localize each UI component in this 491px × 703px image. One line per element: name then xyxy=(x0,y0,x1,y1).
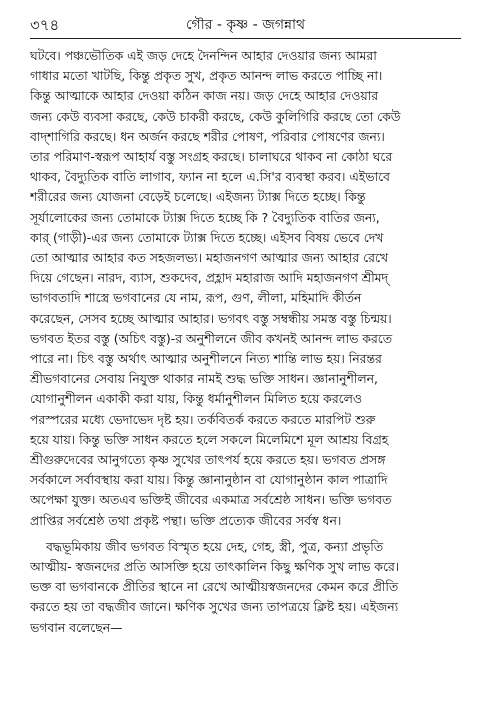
text-line: শ্রীগুরুদেবের আনুগত্যে কৃষ্ণ সুখের তাৎপর্য হয়ে করতে হয়। ভগবত প্রসঙ্গ xyxy=(30,452,386,468)
text-line: শরীরের জন্য যোজনা বেড়েই চলেছে। এইজন্য ট্যাক্স দিতে হচ্ছে। কিন্তু xyxy=(30,189,366,205)
paragraph-1 xyxy=(30,46,464,531)
text-line: দিয়ে গেছেন। নারদ, ব্যাস, শুকদেব, প্রহ্লাদ মহারাজ আদি মহাজনগণ শ্রীমদ্ xyxy=(30,270,389,286)
text-line: তো আত্মার আহার কত সহজলভ্য। মহাজনগণ আত্মার জন্য আহার রেখে xyxy=(30,250,389,266)
text-line: হয়ে যায়। কিন্তু ভক্তি সাধন করতে হলে সকলে মিলেমিশে মূল আশ্রয় বিগ্রহ xyxy=(30,431,389,447)
text-line: পারে না। চিৎ বস্তু অর্থাৎ আত্মার অনুশীলনে নিত্য শান্তি লাভ হয়। নিরন্তর xyxy=(30,351,382,367)
header-rule xyxy=(30,38,461,39)
text-line: বদ্ধভূমিকায় জীব ভগবত বিস্মৃত হয়ে দেহ, গেহ, স্ত্রী, পুত্র, কন্যা প্রভৃতি xyxy=(46,538,384,554)
page-number: ৩৭৪ xyxy=(30,16,60,34)
text-line: ভগবত ইতর বস্তু (অচিৎ বস্তু)-র অনুশীলনে জীব কখনই আনন্দ লাভ করতে xyxy=(30,330,393,346)
text-line: শ্রীভগবানের সেবায় নিযুক্ত থাকার নামই শুদ্ধ ভক্তি সাধন। জ্ঞানানুশীলন, xyxy=(30,371,378,387)
text-line: তার পরিমাণ-স্বরূপ আহার্য বস্তু সংগ্রহ করছে। চালাঘরে থাকব না কোঠা ঘরে xyxy=(30,149,393,165)
text-line: বাদ্শাগিরি করছে। ধন অর্জন করছে শরীর পোষণ, পরিবার পোষণের জন্য। xyxy=(30,128,385,144)
body-text xyxy=(30,46,464,638)
page-header xyxy=(30,14,461,40)
text-line: ঘটবে। পঞ্চভৌতিক এই জড় দেহে দৈনন্দিন আহার দেওয়ার জন্য আমরা xyxy=(30,48,377,63)
text-line: করেছেন, সেসব হচ্ছে আত্মার আহার। ভগবৎ বস্তু সম্বন্ধীয় সমস্ত বস্তু চিন্ময়। xyxy=(30,310,392,326)
text-line: ভগবান বলেছেন— xyxy=(30,619,123,635)
text-line: আত্মীয়- স্বজনদের প্রতি আসক্তি হয়ে তাৎকালিন কিছু ক্ষণিক সুখ লাভ করে। xyxy=(30,559,400,575)
text-line: করতে হয় তা বদ্ধজীব জানে। ক্ষণিক সুখের জন্য তাপত্রয়ে ক্লিষ্ট হয়। এইজন্য xyxy=(30,599,399,615)
text-line: গাধার মতো খাটছি, কিন্তু প্রকৃত সুখ, প্রকৃত আনন্দ লাভ করতে পাচ্ছি না। xyxy=(30,68,383,84)
text-line: সূর্যালোকের জন্য তোমাকে ট্যাক্স দিতে হচ্ছে কি ? বৈদ্যুতিক বাতির জন্য, xyxy=(30,209,380,225)
text-line: সর্বকালে সর্বাবস্থায় করা যায়। কিন্তু জ্ঞানানুষ্ঠান বা যোগানুষ্ঠান কাল পাত্রাদি xyxy=(30,472,388,488)
text-line: যোগানুশীলন একাকী করা যায়, কিন্তু ধর্মানুশীলন মিলিত হয়ে করলেও xyxy=(30,391,362,407)
text-line: কিন্তু আত্মাকে আহার দেওয়া কঠিন কাজ নয়। জড় দেহে আহার দেওয়ার xyxy=(30,88,379,104)
text-line: থাকব, বৈদ্যুতিক বাতি লাগাব, ফ্যান না হলে এ.সি'র ব্যবস্থা করব। এইভাবে xyxy=(30,169,390,185)
text-line: জন্য কেউ ব্যবসা করছে, কেউ চাকরী করছে, কেউ কুলিগিরি করছে তো কেউ xyxy=(30,108,401,124)
text-line: কার্ (গাড়ী)-এর জন্য তোমাকে ট্যাক্স দিতে হচ্ছে। এইসব বিষয় ভেবে দেখ xyxy=(30,229,384,245)
text-line: প্রাপ্তির সর্বশ্রেষ্ঠ তথা প্রকৃষ্ট পন্থা। ভক্তি প্রত্যেক জীবের সর্বস্ব ধন। xyxy=(30,512,342,528)
text-line: ভাগবতাদি শাস্ত্রে ভগবানের যে নাম, রূপ, গুণ, লীলা, মহিমাদি কীর্তন xyxy=(30,290,362,306)
paragraph-2 xyxy=(30,537,464,638)
running-head: গৌর - কৃষ্ণ - জগন্নাথ xyxy=(185,17,306,33)
text-line: পরস্পরের মধ্যে ভেদাভেদ দৃষ্ট হয়। তর্কবিতর্ক করতে করতে মারপিট শুরু xyxy=(30,411,376,427)
text-line: ভক্ত বা ভগবানকে প্রীতির স্থানে না রেখে আত্মীয়স্বজনদের কেমন করে প্রীতি xyxy=(30,579,399,595)
text-line: অপেক্ষা যুক্ত। অতএব ভক্তিই জীবের একমাত্র সর্বশ্রেষ্ঠ সাধন। ভক্তি ভগবত xyxy=(30,492,392,508)
